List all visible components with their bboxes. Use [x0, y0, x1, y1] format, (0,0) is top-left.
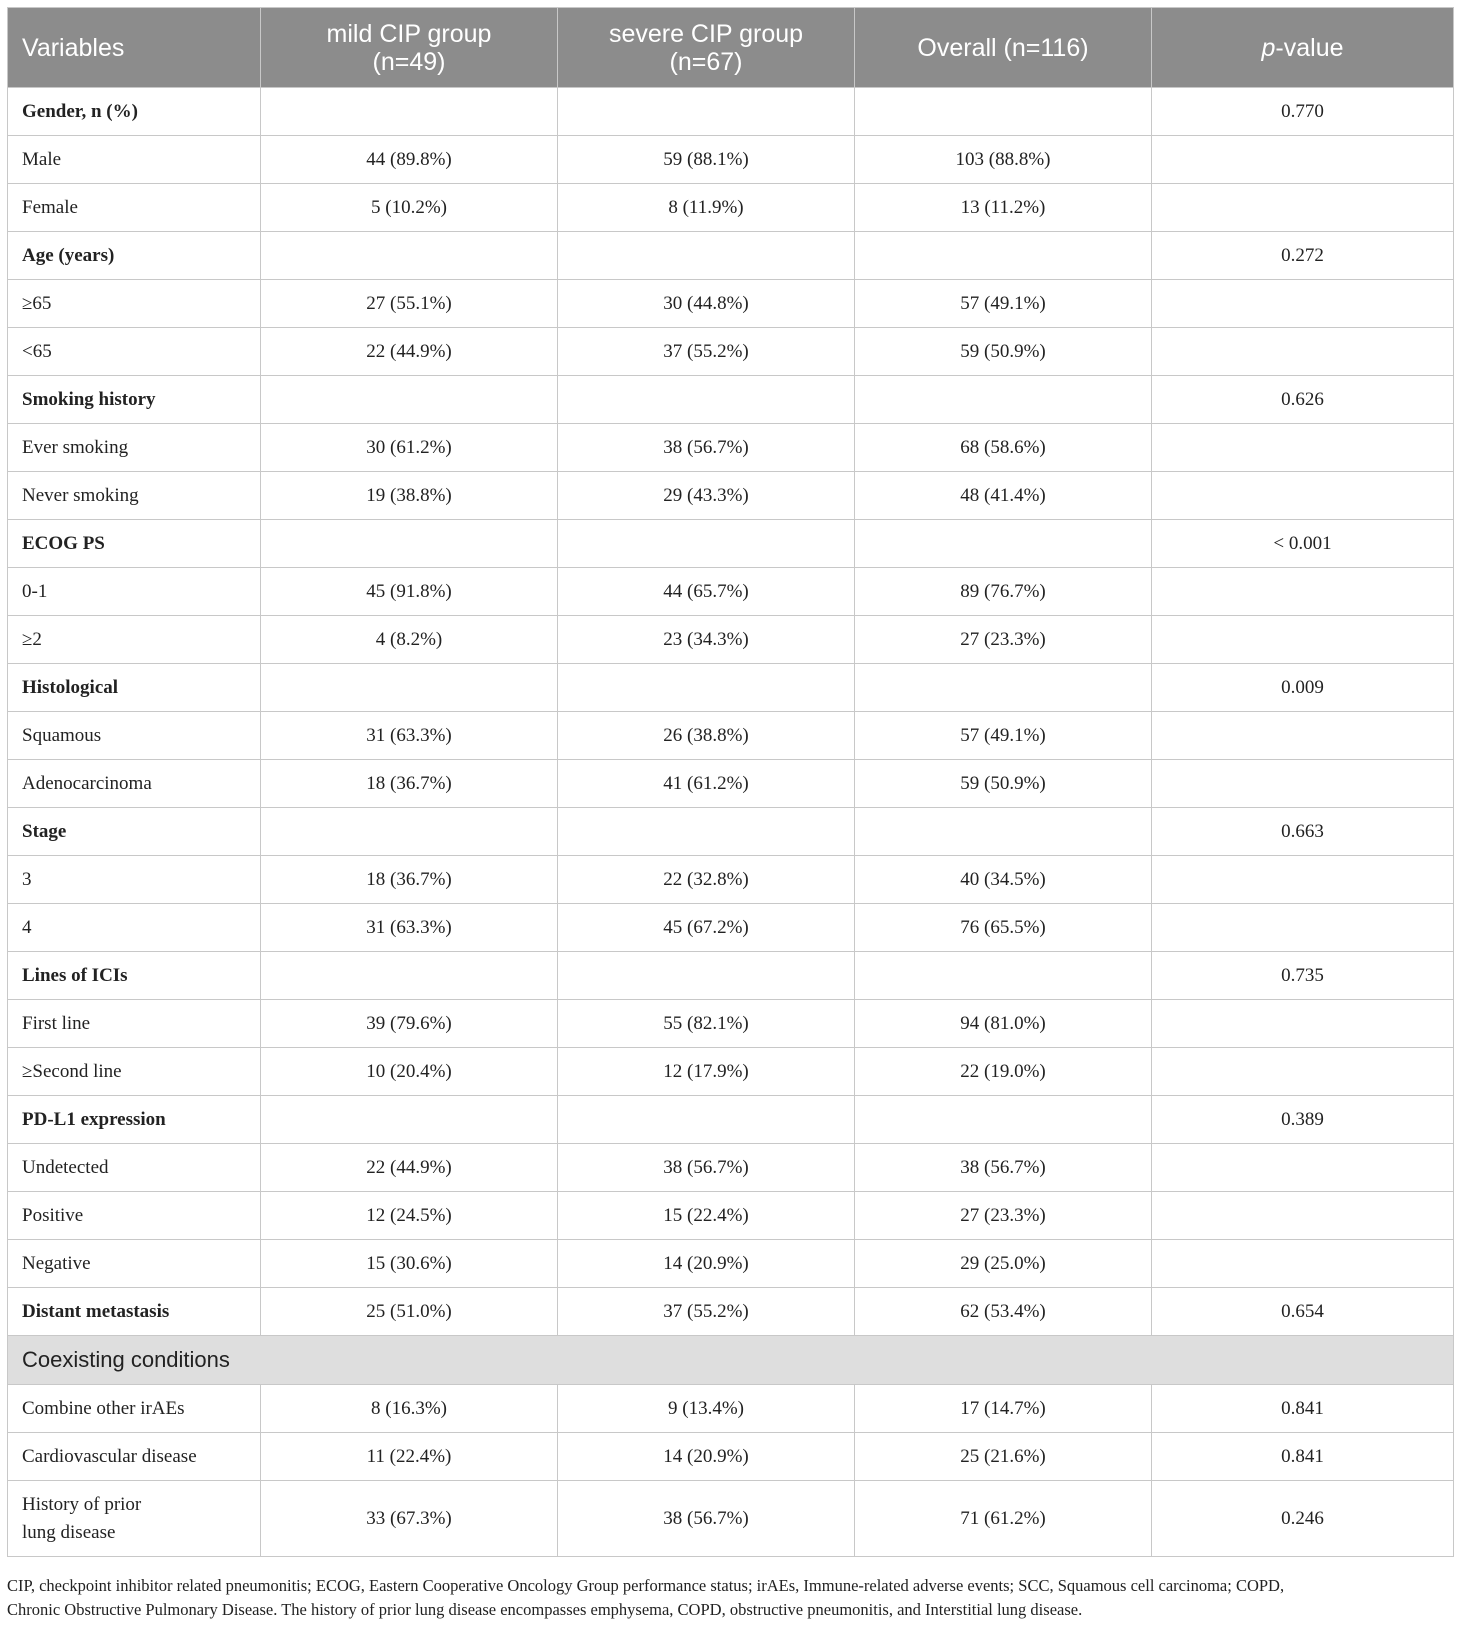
table-body: [8, 88, 1454, 1557]
variable-cell: ≥2: [8, 616, 261, 664]
header-variables-label: Variables: [22, 33, 125, 62]
table-header: [8, 8, 1454, 88]
table-container: [7, 7, 1453, 1557]
header-p-italic: p: [1261, 33, 1276, 62]
table-row: [8, 1288, 1454, 1336]
mild-cell: 5 (10.2%): [261, 184, 558, 232]
table-row: [8, 952, 1454, 1000]
p-value-cell: [1152, 184, 1454, 232]
mild-cell: [261, 520, 558, 568]
overall-cell: 89 (76.7%): [855, 568, 1152, 616]
header-severe-line2: (n=67): [669, 47, 743, 76]
overall-cell: 103 (88.8%): [855, 136, 1152, 184]
severe-cell: 38 (56.7%): [558, 1144, 855, 1192]
p-value-cell: [1152, 328, 1454, 376]
variable-cell: Positive: [8, 1192, 261, 1240]
severe-cell: 12 (17.9%): [558, 1048, 855, 1096]
mild-cell: 27 (55.1%): [261, 280, 558, 328]
mild-cell: [261, 232, 558, 280]
p-value-cell: [1152, 568, 1454, 616]
mild-cell: [261, 376, 558, 424]
table-row: [8, 1048, 1454, 1096]
variable-cell: Cardiovascular disease: [8, 1433, 261, 1481]
variable-cell: ECOG PS: [8, 520, 261, 568]
header-mild-group: [261, 8, 558, 88]
table-row: [8, 1096, 1454, 1144]
severe-cell: 30 (44.8%): [558, 280, 855, 328]
p-value-cell: [1152, 1048, 1454, 1096]
header-severe-line1: severe CIP group: [608, 19, 804, 48]
p-value-cell: 0.654: [1152, 1288, 1454, 1336]
p-value-cell: [1152, 904, 1454, 952]
overall-cell: 25 (21.6%): [855, 1433, 1152, 1481]
table-row: [8, 280, 1454, 328]
variable-cell: Age (years): [8, 232, 261, 280]
table-row: [8, 616, 1454, 664]
mild-cell: [261, 88, 558, 136]
p-value-cell: 0.841: [1152, 1433, 1454, 1481]
overall-cell: 68 (58.6%): [855, 424, 1152, 472]
section-row: [8, 1336, 1454, 1385]
variable-cell: Smoking history: [8, 376, 261, 424]
p-value-cell: [1152, 472, 1454, 520]
p-value-cell: [1152, 1192, 1454, 1240]
variable-cell: Gender, n (%): [8, 88, 261, 136]
severe-cell: [558, 88, 855, 136]
severe-cell: 29 (43.3%): [558, 472, 855, 520]
variable-cell: 3: [8, 856, 261, 904]
table-row: [8, 1192, 1454, 1240]
p-value-cell: [1152, 136, 1454, 184]
severe-cell: 41 (61.2%): [558, 760, 855, 808]
table-row: [8, 136, 1454, 184]
overall-cell: [855, 232, 1152, 280]
overall-cell: 57 (49.1%): [855, 280, 1152, 328]
table-row: [8, 856, 1454, 904]
variable-cell: Squamous: [8, 712, 261, 760]
p-value-cell: 0.246: [1152, 1481, 1454, 1557]
header-p-suffix: -value: [1275, 33, 1344, 62]
mild-cell: [261, 952, 558, 1000]
variable-cell: Negative: [8, 1240, 261, 1288]
mild-cell: 25 (51.0%): [261, 1288, 558, 1336]
severe-cell: 14 (20.9%): [558, 1433, 855, 1481]
severe-cell: 38 (56.7%): [558, 424, 855, 472]
mild-cell: 4 (8.2%): [261, 616, 558, 664]
severe-cell: 55 (82.1%): [558, 1000, 855, 1048]
p-value-cell: < 0.001: [1152, 520, 1454, 568]
overall-cell: [855, 520, 1152, 568]
variable-cell: [8, 1481, 261, 1557]
table-row: [8, 232, 1454, 280]
p-value-cell: 0.735: [1152, 952, 1454, 1000]
mild-cell: 30 (61.2%): [261, 424, 558, 472]
variable-cell: Female: [8, 184, 261, 232]
severe-cell: [558, 664, 855, 712]
table-row: [8, 1433, 1454, 1481]
overall-cell: [855, 664, 1152, 712]
variable-cell: <65: [8, 328, 261, 376]
severe-cell: 37 (55.2%): [558, 328, 855, 376]
severe-cell: [558, 520, 855, 568]
p-value-cell: [1152, 1144, 1454, 1192]
overall-cell: 13 (11.2%): [855, 184, 1152, 232]
mild-cell: 39 (79.6%): [261, 1000, 558, 1048]
overall-cell: 76 (65.5%): [855, 904, 1152, 952]
p-value-cell: [1152, 280, 1454, 328]
severe-cell: 23 (34.3%): [558, 616, 855, 664]
variable-cell: Male: [8, 136, 261, 184]
severe-cell: 45 (67.2%): [558, 904, 855, 952]
table-row: [8, 376, 1454, 424]
mild-cell: [261, 808, 558, 856]
table-row: [8, 808, 1454, 856]
mild-cell: 45 (91.8%): [261, 568, 558, 616]
variable-cell: Lines of ICIs: [8, 952, 261, 1000]
table-row: [8, 1481, 1454, 1557]
variable-cell: PD-L1 expression: [8, 1096, 261, 1144]
severe-cell: [558, 232, 855, 280]
table-footnote: [7, 1574, 1453, 1622]
header-mild-line1: mild CIP group: [326, 19, 492, 48]
mild-cell: 31 (63.3%): [261, 904, 558, 952]
variable-cell: Histological: [8, 664, 261, 712]
p-value-cell: 0.389: [1152, 1096, 1454, 1144]
p-value-cell: [1152, 760, 1454, 808]
variable-cell: Ever smoking: [8, 424, 261, 472]
mild-cell: 8 (16.3%): [261, 1385, 558, 1433]
header-variables: [8, 8, 261, 88]
severe-cell: [558, 376, 855, 424]
mild-cell: 22 (44.9%): [261, 328, 558, 376]
table-row: [8, 328, 1454, 376]
table-row: [8, 1240, 1454, 1288]
table-row: [8, 184, 1454, 232]
mild-cell: 15 (30.6%): [261, 1240, 558, 1288]
characteristics-table: [7, 7, 1454, 1557]
section-label: Coexisting conditions: [8, 1336, 1454, 1385]
p-value-cell: [1152, 856, 1454, 904]
mild-cell: 12 (24.5%): [261, 1192, 558, 1240]
table-row: [8, 472, 1454, 520]
variable-cell: First line: [8, 1000, 261, 1048]
header-overall-label: Overall (n=116): [917, 33, 1089, 62]
overall-cell: [855, 88, 1152, 136]
severe-cell: [558, 1096, 855, 1144]
table-row: [8, 712, 1454, 760]
p-value-cell: 0.009: [1152, 664, 1454, 712]
variable-cell: Stage: [8, 808, 261, 856]
severe-cell: 37 (55.2%): [558, 1288, 855, 1336]
overall-cell: [855, 808, 1152, 856]
table-row: [8, 1000, 1454, 1048]
mild-cell: 18 (36.7%): [261, 856, 558, 904]
table-row: [8, 88, 1454, 136]
overall-cell: 62 (53.4%): [855, 1288, 1152, 1336]
variable-label-line1: History of prior: [22, 1493, 142, 1515]
overall-cell: [855, 952, 1152, 1000]
p-value-cell: [1152, 712, 1454, 760]
p-value-cell: 0.841: [1152, 1385, 1454, 1433]
table-row: [8, 1385, 1454, 1433]
severe-cell: 8 (11.9%): [558, 184, 855, 232]
mild-cell: 31 (63.3%): [261, 712, 558, 760]
severe-cell: 22 (32.8%): [558, 856, 855, 904]
header-p-value: [1152, 8, 1454, 88]
variable-cell: 0-1: [8, 568, 261, 616]
overall-cell: 22 (19.0%): [855, 1048, 1152, 1096]
variable-cell: Adenocarcinoma: [8, 760, 261, 808]
mild-cell: 22 (44.9%): [261, 1144, 558, 1192]
mild-cell: 18 (36.7%): [261, 760, 558, 808]
overall-cell: 94 (81.0%): [855, 1000, 1152, 1048]
mild-cell: 33 (67.3%): [261, 1481, 558, 1557]
overall-cell: [855, 376, 1152, 424]
p-value-cell: 0.770: [1152, 88, 1454, 136]
p-value-cell: [1152, 616, 1454, 664]
table-row: [8, 904, 1454, 952]
overall-cell: 27 (23.3%): [855, 1192, 1152, 1240]
p-value-cell: [1152, 424, 1454, 472]
mild-cell: 19 (38.8%): [261, 472, 558, 520]
variable-cell: ≥Second line: [8, 1048, 261, 1096]
overall-cell: 29 (25.0%): [855, 1240, 1152, 1288]
severe-cell: 38 (56.7%): [558, 1481, 855, 1557]
footnote-line-1: CIP, checkpoint inhibitor related pneumonitis; ECOG, Eastern Cooperative Oncology Group performance status; irAEs, Immune-related adverse events; SCC, Squamous cell carcinoma; COPD,: [7, 1576, 1285, 1595]
mild-cell: [261, 1096, 558, 1144]
overall-cell: [855, 1096, 1152, 1144]
p-value-cell: 0.272: [1152, 232, 1454, 280]
severe-cell: [558, 808, 855, 856]
p-value-cell: 0.626: [1152, 376, 1454, 424]
table-row: [8, 760, 1454, 808]
overall-cell: 59 (50.9%): [855, 328, 1152, 376]
header-overall: [855, 8, 1152, 88]
severe-cell: 44 (65.7%): [558, 568, 855, 616]
variable-cell: Distant metastasis: [8, 1288, 261, 1336]
overall-cell: 59 (50.9%): [855, 760, 1152, 808]
variable-cell: 4: [8, 904, 261, 952]
overall-cell: 38 (56.7%): [855, 1144, 1152, 1192]
variable-cell: Never smoking: [8, 472, 261, 520]
overall-cell: 27 (23.3%): [855, 616, 1152, 664]
p-value-cell: [1152, 1000, 1454, 1048]
mild-cell: 10 (20.4%): [261, 1048, 558, 1096]
footnote-line-2: Chronic Obstructive Pulmonary Disease. The history of prior lung disease encompasses emphysema, COPD, obstructive pneumonitis, and Interstitial lung disease.: [7, 1600, 1083, 1619]
variable-cell: Undetected: [8, 1144, 261, 1192]
mild-cell: 11 (22.4%): [261, 1433, 558, 1481]
mild-cell: [261, 664, 558, 712]
variable-cell: Combine other irAEs: [8, 1385, 261, 1433]
severe-cell: 59 (88.1%): [558, 136, 855, 184]
severe-cell: 9 (13.4%): [558, 1385, 855, 1433]
header-severe-group: [558, 8, 855, 88]
overall-cell: 71 (61.2%): [855, 1481, 1152, 1557]
table-row: [8, 424, 1454, 472]
severe-cell: 14 (20.9%): [558, 1240, 855, 1288]
table-row: [8, 520, 1454, 568]
table-row: [8, 568, 1454, 616]
overall-cell: 17 (14.7%): [855, 1385, 1152, 1433]
overall-cell: 48 (41.4%): [855, 472, 1152, 520]
p-value-cell: 0.663: [1152, 808, 1454, 856]
severe-cell: 15 (22.4%): [558, 1192, 855, 1240]
severe-cell: 26 (38.8%): [558, 712, 855, 760]
overall-cell: 40 (34.5%): [855, 856, 1152, 904]
header-mild-line2: (n=49): [372, 47, 446, 76]
mild-cell: 44 (89.8%): [261, 136, 558, 184]
table-row: [8, 664, 1454, 712]
variable-label-line2: lung disease: [22, 1521, 116, 1543]
overall-cell: 57 (49.1%): [855, 712, 1152, 760]
variable-cell: ≥65: [8, 280, 261, 328]
p-value-cell: [1152, 1240, 1454, 1288]
table-row: [8, 1144, 1454, 1192]
severe-cell: [558, 952, 855, 1000]
